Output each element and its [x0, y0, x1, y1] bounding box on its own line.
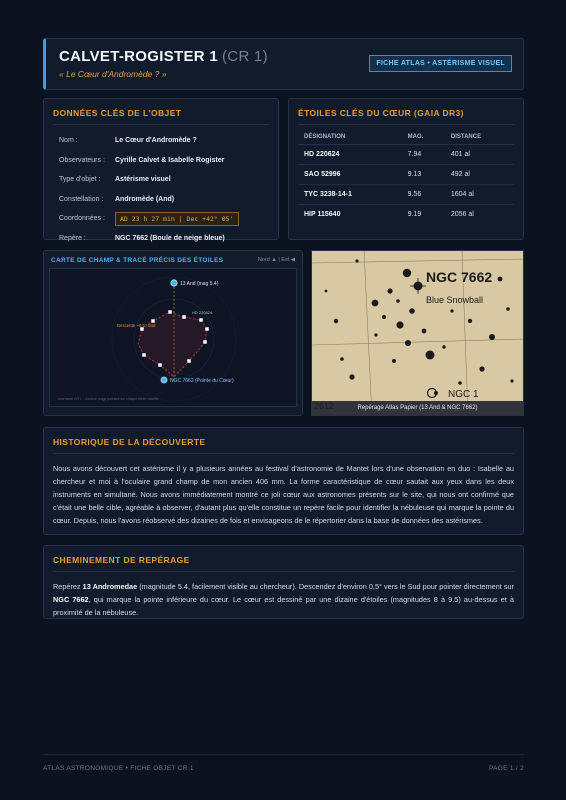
- key-stars-card: [288, 98, 524, 240]
- star-hopping-card: [43, 545, 524, 619]
- heart-star-marker: [199, 318, 203, 322]
- atlas-badge: FICHE ATLAS • ASTÉRISME VISUEL: [369, 55, 512, 72]
- star-13-and-marker: [171, 280, 177, 286]
- photo-label-snowball: Blue Snowball: [426, 295, 484, 305]
- photo-caption: Repérage Atlas Papier (13 And & NGC 7662): [312, 401, 523, 415]
- object-row-coordinates: [53, 209, 269, 229]
- column-header: MAG.: [402, 129, 445, 145]
- star-magnitude: 9.19: [407, 211, 422, 218]
- coordinates-value: AD 23 h 27 min | Dec +42° 05': [115, 212, 239, 226]
- heart-star-marker: [168, 310, 172, 314]
- heart-star-marker: [203, 340, 207, 344]
- heart-star-marker: [142, 353, 146, 357]
- stars-table-header: [298, 129, 514, 145]
- finder-chart-svg: [50, 269, 298, 408]
- header-card: [43, 38, 524, 90]
- stars-section-title: ÉTOILES CLÉS DU CŒUR (GAIA DR3): [298, 108, 514, 125]
- row-value: Cyrille Calvet & Isabelle Rogister: [115, 156, 225, 164]
- object-data-list: [53, 131, 269, 248]
- object-title: CALVET-ROGISTER 1: [59, 48, 219, 65]
- row-value: Le Cœur d'Andromède ?: [115, 137, 197, 145]
- photo-label-ngc-bottom: NGC 1: [448, 389, 479, 400]
- row-value: Andromède (And): [115, 195, 175, 203]
- table-row: [298, 185, 514, 205]
- history-card: [43, 427, 524, 535]
- chart-note: Asterisme CR 1 - Contour rouge pointant sur chaque étoile visuelle: [58, 397, 159, 401]
- column-header: DISTANCE: [445, 129, 514, 145]
- orientation-label: Nord ▲ | Est ◀: [257, 257, 295, 263]
- row-label: Constellation :: [59, 195, 104, 203]
- path-star-13-and: 13 Andromedae: [82, 582, 138, 591]
- label-ngc7662: NGC 7662 (Pointe du Cœur): [170, 378, 234, 384]
- table-row: [298, 205, 514, 225]
- star-distance: 401 al: [445, 145, 514, 165]
- object-row-landmark: [53, 229, 269, 249]
- row-value: Astérisme visuel: [115, 176, 171, 184]
- page-number: PAGE 1 / 2: [488, 765, 524, 772]
- object-section-title: DONNÉES CLÉS DE L'OBJET: [53, 108, 269, 125]
- row-value: NGC 7662 (Boule de neige bleue): [115, 234, 225, 242]
- object-code: (CR 1): [222, 48, 268, 65]
- atlas-photo-svg: [312, 251, 524, 416]
- table-row: [298, 145, 514, 165]
- table-row: [298, 165, 514, 185]
- star-distance: 1604 al: [445, 185, 514, 205]
- row-label: Repère :: [59, 234, 86, 242]
- object-row-type: [53, 170, 269, 190]
- stars-table: [298, 129, 514, 224]
- finder-chart-card: [43, 250, 303, 416]
- label-13-and: 13 And (mag 5.4): [180, 281, 219, 287]
- object-row-constellation: [53, 190, 269, 210]
- object-data-card: [43, 98, 279, 240]
- footer-left: ATLAS ASTRONOMIQUE • FICHE OBJET CR 1: [43, 765, 194, 772]
- label-hd220624: HD 220624: [192, 310, 213, 315]
- page: [43, 38, 524, 617]
- photo-label-ngc7662: NGC 7662: [426, 269, 493, 285]
- star-distance: 2056 al: [450, 211, 474, 218]
- row-label: Nom :: [59, 137, 78, 145]
- star-magnitude: 7.94: [402, 145, 445, 165]
- heart-outline: [138, 312, 207, 377]
- label-descent: Descente ~0.5° Sud: [117, 323, 156, 328]
- star-magnitude: 9.56: [402, 185, 445, 205]
- history-section-title: HISTORIQUE DE LA DÉCOUVERTE: [53, 437, 514, 454]
- ngc7662-marker: [161, 377, 167, 383]
- star-magnitude: 9.13: [402, 165, 445, 185]
- row-label: Type d'objet :: [59, 176, 101, 184]
- star-designation: SAO 52996: [298, 165, 402, 185]
- history-text: Nous avons découvert cet astérisme il y a plusieurs années au festival d'astronomie de Mantet lors d'une observation en duo : Isabelle au chercheur et moi à l'oculaire grand champ de mon ancien 406 mm. La forme caractéristique de cœur sautait aux yeux dans les deux instruments en simultané. Nous avons immédiatement montré ce joli cœur aux astronomes présents sur le site, qui nous ont confirmé que c'était une belle cible, agréable à observer, d'autant plus qu'elle constitue un repère facile pour identifier la nébuleuse qui marque la pointe du cœur. Depuis, nous l'avons réobservé des dizaines de fois et envisageons de le répertorier dans la base de données des astérismes.: [53, 464, 514, 525]
- path-text-part: Repérez: [53, 582, 83, 591]
- star-designation: HD 220624: [298, 145, 402, 165]
- heart-star-marker: [205, 327, 209, 331]
- heart-star-marker: [182, 315, 186, 319]
- path-section-title: CHEMINEMENT DE REPÉRAGE: [53, 555, 514, 572]
- finder-chart: [49, 268, 297, 407]
- object-row-observers: [53, 151, 269, 171]
- path-text-part: (magnitude 5.4, facilement visible au chercheur). Descendez d'environ 0,5° vers le Sud pour pointer directement sur: [137, 582, 514, 591]
- row-label: Coordonnées :: [59, 215, 105, 223]
- page-footer: [43, 754, 524, 772]
- atlas-photo: [311, 250, 524, 416]
- object-row-name: [53, 131, 269, 151]
- object-subtitle: « Le Cœur d'Andromède ? »: [59, 69, 167, 79]
- heart-star-marker: [158, 363, 162, 367]
- star-distance: 492 al: [445, 165, 514, 185]
- star-designation: TYC 3238-14-1: [298, 185, 402, 205]
- path-text-part: , qui marque la pointe inférieure du cœur. Le cœur est dessiné par une dizaine d'étoiles (magnitudes 8 à 9.5) au-dessus et à proximité de la nébuleuse.: [53, 595, 514, 617]
- column-header: DÉSIGNATION: [298, 129, 402, 145]
- row-label: Observateurs :: [59, 156, 105, 164]
- path-text: [53, 580, 514, 619]
- star-designation: HIP 115640: [304, 211, 341, 218]
- heart-star-marker: [187, 359, 191, 363]
- path-star-ngc7662: NGC 7662: [53, 595, 89, 604]
- finder-chart-title: CARTE DE CHAMP & TRACÉ PRÉCIS DES ÉTOILES: [51, 257, 224, 264]
